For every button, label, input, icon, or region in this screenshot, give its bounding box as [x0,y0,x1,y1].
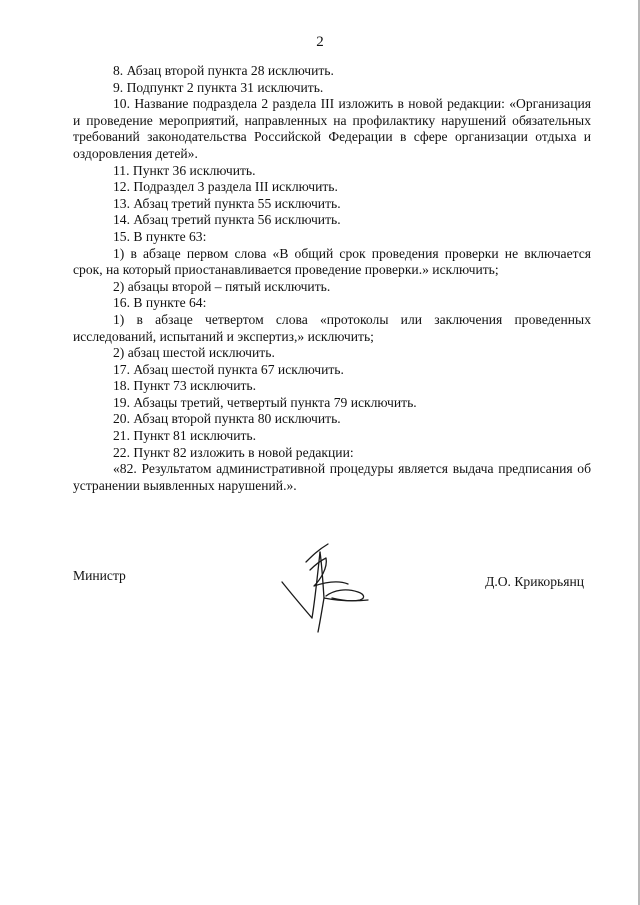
paragraph-item-11: 11. Пункт 36 исключить. [113,162,256,178]
paragraph-item-19: 19. Абзацы третий, четвертый пункта 79 исключить. [113,394,417,410]
paragraph-item-17: 17. Абзац шестой пункта 67 исключить. [113,361,344,377]
paragraph-item-16-sub-2: 2) абзац шестой исключить. [113,345,275,361]
signature-block [0,540,640,650]
paragraph-item-15: 15. В пункте 63: [113,228,207,244]
paragraph-item-15-sub-1: 1) в абзаце первом слова «В общий срок проведения проверки не включается срок, на который приостанавливается проведение проверки.» исключить; [73,245,591,278]
signer-name: Д.О. Крикорьянц [485,574,584,589]
handwritten-signature [268,540,372,636]
paragraph-item-9: 9. Подпункт 2 пункта 31 исключить. [113,79,324,95]
paragraph-item-16-sub-1: 1) в абзаце четвертом слова «протоколы или заключения проведенных исследований, испытаний и экспертиз,» исключить; [73,311,591,344]
paragraph-item-16: 16. В пункте 64: [113,295,207,311]
paragraph-item-22-quote: «82. Результатом административной процедуры является выдача предписания об устранении выявленных нарушений.». [73,461,591,493]
paragraph-item-13: 13. Абзац третий пункта 55 исключить. [113,195,341,211]
paragraph-item-20: 20. Абзац второй пункта 80 исключить. [113,411,341,427]
paragraph-item-22: 22. Пункт 82 изложить в новой редакции: [113,444,354,460]
paragraph-item-15-sub-2: 2) абзацы второй – пятый исключить. [113,278,331,294]
paragraph-item-14: 14. Абзац третий пункта 56 исключить. [113,212,341,228]
paragraph-item-18: 18. Пункт 73 исключить. [113,378,257,394]
paragraph-item-8: 8. Абзац второй пункта 28 исключить. [113,63,334,78]
paragraph-item-21: 21. Пункт 81 исключить. [113,428,257,444]
paragraph-item-12: 12. Подраздел 3 раздела III исключить. [113,179,338,195]
paragraph-item-10: 10. Название подраздела 2 раздела III изложить в новой редакции: «Организация и проведение мероприятий, направленных на профилактику нарушений обязательных требований законодательства Российской Федерации в сфере организации отдыха и оздоровления детей». [73,96,591,161]
page-number: 2 [316,34,324,50]
position-title: Министр [73,568,126,583]
document-body [73,63,591,494]
